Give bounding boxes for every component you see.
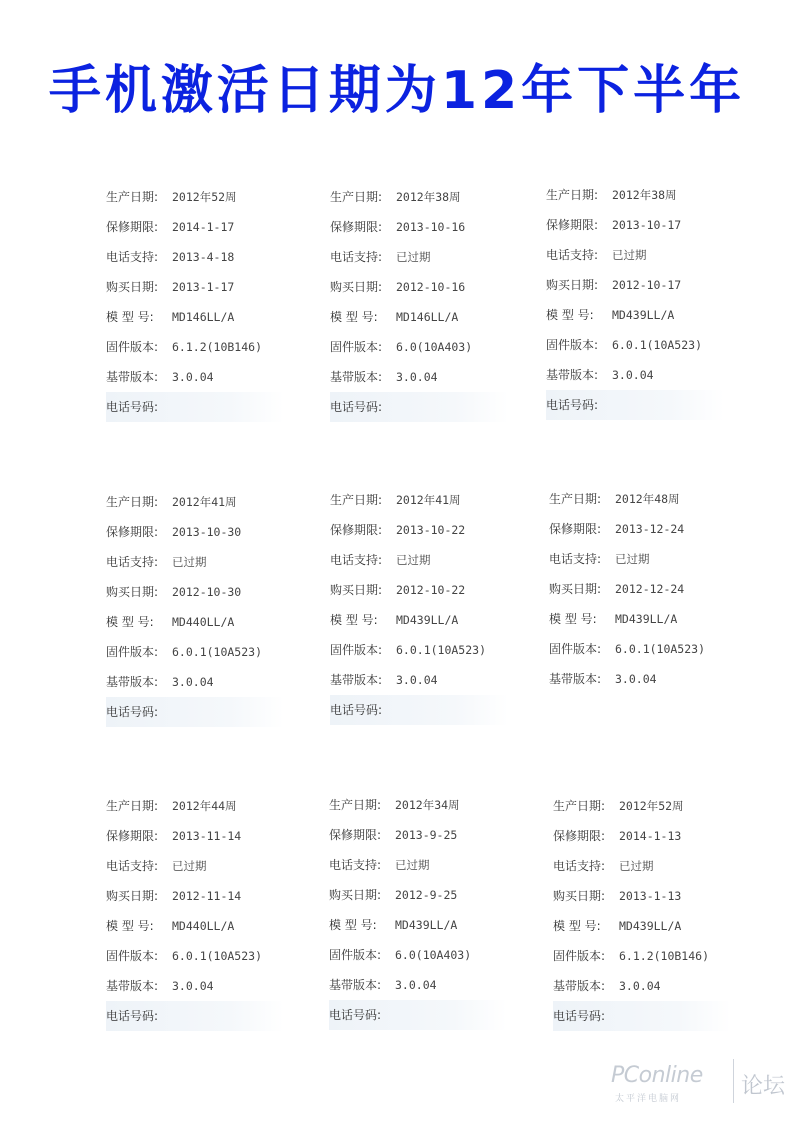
phone-support-row (106, 851, 284, 881)
purchase-row (106, 881, 284, 911)
warranty-row (549, 514, 727, 544)
device-card (106, 791, 284, 1031)
phone-number-label: 电话号码: (329, 1008, 382, 1022)
pconline-subtitle: 太平洋电脑网 (615, 1094, 682, 1104)
purchase-value: 2012-10-22 (396, 583, 466, 597)
warranty-row (553, 821, 731, 851)
phone-number-label: 电话号码: (546, 398, 599, 412)
baseband-row (330, 362, 508, 392)
baseband-row (546, 360, 724, 390)
model-row (330, 605, 508, 635)
model-value: MD439LL/A (615, 612, 678, 626)
purchase-row (329, 880, 507, 910)
warranty-row (106, 517, 284, 547)
warranty-row (106, 212, 284, 242)
production-value: 2012年48周 (615, 492, 680, 506)
firmware-label: 固件版本: (106, 645, 159, 659)
firmware-value: 6.0(10A403) (396, 340, 473, 354)
purchase-row (549, 574, 727, 604)
baseband-value: 3.0.04 (172, 675, 214, 689)
firmware-label: 固件版本: (106, 949, 159, 963)
model-row (329, 910, 507, 940)
purchase-label: 购买日期: (330, 280, 383, 294)
firmware-row (549, 634, 727, 664)
phone-support-row (330, 545, 508, 575)
model-value: MD439LL/A (612, 308, 675, 322)
model-row (553, 911, 731, 941)
phone-support-label: 电话支持: (330, 250, 383, 264)
warranty-value: 2013-10-22 (396, 523, 466, 537)
warranty-value: 2013-10-17 (612, 218, 682, 232)
model-row (330, 302, 508, 332)
warranty-value: 2013-11-14 (172, 829, 242, 843)
production-value: 2012年41周 (172, 495, 237, 509)
warranty-value: 2013-9-25 (395, 828, 458, 842)
device-card (106, 487, 284, 727)
production-value: 2012年52周 (619, 799, 684, 813)
firmware-label: 固件版本: (553, 949, 606, 963)
firmware-row (106, 332, 284, 362)
warranty-label: 保修期限: (329, 828, 382, 842)
model-value: MD146LL/A (396, 310, 459, 324)
watermark-divider (733, 1059, 734, 1103)
baseband-label: 基带版本: (106, 979, 159, 993)
baseband-value: 3.0.04 (395, 978, 437, 992)
phone-number-label: 电话号码: (106, 400, 159, 414)
baseband-row (330, 665, 508, 695)
purchase-value: 2012-10-16 (396, 280, 466, 294)
model-value: MD439LL/A (396, 613, 459, 627)
phone-number-label: 电话号码: (330, 703, 383, 717)
production-row (330, 485, 508, 515)
firmware-row (553, 941, 731, 971)
phone-support-label: 电话支持: (546, 248, 599, 262)
device-card (329, 790, 507, 1030)
warranty-label: 保修期限: (106, 829, 159, 843)
baseband-value: 3.0.04 (172, 370, 214, 384)
warranty-label: 保修期限: (549, 522, 602, 536)
baseband-label: 基带版本: (330, 673, 383, 687)
baseband-value: 3.0.04 (619, 979, 661, 993)
production-label: 生产日期: (546, 188, 599, 202)
production-row (106, 487, 284, 517)
firmware-label: 固件版本: (106, 340, 159, 354)
warranty-row (329, 820, 507, 850)
baseband-value: 3.0.04 (615, 672, 657, 686)
firmware-row (546, 330, 724, 360)
baseband-value: 3.0.04 (612, 368, 654, 382)
phone-support-value: 已过期 (396, 553, 431, 567)
phone-support-row (553, 851, 731, 881)
production-value: 2012年52周 (172, 190, 237, 204)
phone-support-value: 已过期 (619, 859, 654, 873)
forum-label: 论坛 (741, 1074, 786, 1099)
firmware-value: 6.0(10A403) (395, 948, 472, 962)
purchase-label: 购买日期: (330, 583, 383, 597)
baseband-row (329, 970, 507, 1000)
baseband-label: 基带版本: (106, 675, 159, 689)
firmware-row (106, 941, 284, 971)
production-label: 生产日期: (106, 495, 159, 509)
production-label: 生产日期: (106, 799, 159, 813)
warranty-label: 保修期限: (553, 829, 606, 843)
phone-number-row (106, 697, 284, 727)
phone-support-label: 电话支持: (106, 250, 159, 264)
phone-support-value: 已过期 (172, 555, 207, 569)
purchase-row (546, 270, 724, 300)
warranty-row (330, 515, 508, 545)
purchase-label: 购买日期: (106, 889, 159, 903)
baseband-label: 基带版本: (329, 978, 382, 992)
phone-support-label: 电话支持: (553, 859, 606, 873)
baseband-row (106, 971, 284, 1001)
production-value: 2012年34周 (395, 798, 460, 812)
production-row (329, 790, 507, 820)
firmware-row (329, 940, 507, 970)
warranty-row (330, 212, 508, 242)
firmware-label: 固件版本: (329, 948, 382, 962)
baseband-row (106, 362, 284, 392)
device-card (106, 182, 284, 422)
baseband-row (106, 667, 284, 697)
model-label: 模 型 号: (553, 919, 601, 933)
phone-support-label: 电话支持: (106, 555, 159, 569)
phone-support-row (546, 240, 724, 270)
firmware-row (106, 637, 284, 667)
firmware-row (330, 635, 508, 665)
phone-support-label: 电话支持: (330, 553, 383, 567)
phone-support-row (330, 242, 508, 272)
production-value: 2012年44周 (172, 799, 237, 813)
phone-support-value: 已过期 (612, 248, 647, 262)
phone-support-value: 已过期 (395, 858, 430, 872)
phone-number-label: 电话号码: (106, 705, 159, 719)
purchase-row (330, 272, 508, 302)
firmware-value: 6.1.2(10B146) (619, 949, 710, 963)
model-row (549, 604, 727, 634)
production-row (549, 484, 727, 514)
device-card (549, 484, 727, 694)
purchase-label: 购买日期: (549, 582, 602, 596)
warranty-value: 2014-1-17 (172, 220, 235, 234)
phone-support-value: 已过期 (615, 552, 650, 566)
firmware-row (330, 332, 508, 362)
firmware-label: 固件版本: (549, 642, 602, 656)
model-value: MD146LL/A (172, 310, 235, 324)
production-row (546, 180, 724, 210)
phone-support-value: 已过期 (396, 250, 431, 264)
model-value: MD439LL/A (395, 918, 458, 932)
purchase-value: 2012-9-25 (395, 888, 458, 902)
baseband-label: 基带版本: (106, 370, 159, 384)
baseband-value: 3.0.04 (396, 673, 438, 687)
model-value: MD440LL/A (172, 615, 235, 629)
model-label: 模 型 号: (330, 310, 378, 324)
purchase-value: 2013-1-13 (619, 889, 682, 903)
purchase-label: 购买日期: (106, 280, 159, 294)
model-label: 模 型 号: (329, 918, 377, 932)
warranty-label: 保修期限: (106, 220, 159, 234)
purchase-row (106, 577, 284, 607)
baseband-label: 基带版本: (549, 672, 602, 686)
production-label: 生产日期: (553, 799, 606, 813)
phone-number-row (106, 392, 284, 422)
model-row (106, 302, 284, 332)
model-value: MD440LL/A (172, 919, 235, 933)
firmware-value: 6.0.1(10A523) (612, 338, 703, 352)
phone-number-row (330, 392, 508, 422)
model-label: 模 型 号: (546, 308, 594, 322)
production-label: 生产日期: (330, 493, 383, 507)
pconline-logo: PConline (611, 1063, 703, 1088)
production-row (330, 182, 508, 212)
purchase-value: 2012-10-30 (172, 585, 242, 599)
phone-number-row (329, 1000, 507, 1030)
phone-number-row (330, 695, 508, 725)
model-label: 模 型 号: (106, 310, 154, 324)
page-title: 手机激活日期为12年下半年 (48, 61, 746, 121)
production-label: 生产日期: (329, 798, 382, 812)
production-label: 生产日期: (549, 492, 602, 506)
model-row (106, 911, 284, 941)
warranty-label: 保修期限: (106, 525, 159, 539)
phone-support-row (106, 547, 284, 577)
production-row (106, 182, 284, 212)
phone-support-label: 电话支持: (106, 859, 159, 873)
firmware-label: 固件版本: (330, 340, 383, 354)
phone-number-row (546, 390, 724, 420)
phone-support-row (329, 850, 507, 880)
production-value: 2012年38周 (396, 190, 461, 204)
firmware-value: 6.0.1(10A523) (172, 645, 263, 659)
firmware-label: 固件版本: (330, 643, 383, 657)
baseband-value: 3.0.04 (172, 979, 214, 993)
firmware-value: 6.1.2(10B146) (172, 340, 263, 354)
model-row (546, 300, 724, 330)
warranty-value: 2013-10-16 (396, 220, 466, 234)
purchase-row (553, 881, 731, 911)
baseband-label: 基带版本: (553, 979, 606, 993)
firmware-value: 6.0.1(10A523) (396, 643, 487, 657)
baseband-label: 基带版本: (546, 368, 599, 382)
purchase-value: 2012-12-24 (615, 582, 685, 596)
device-card (330, 485, 508, 725)
baseband-row (553, 971, 731, 1001)
warranty-label: 保修期限: (546, 218, 599, 232)
phone-number-row (553, 1001, 731, 1031)
warranty-row (546, 210, 724, 240)
phone-support-label: 电话支持: (329, 858, 382, 872)
purchase-label: 购买日期: (106, 585, 159, 599)
warranty-value: 2013-10-30 (172, 525, 242, 539)
purchase-value: 2012-11-14 (172, 889, 242, 903)
baseband-value: 3.0.04 (396, 370, 438, 384)
purchase-label: 购买日期: (546, 278, 599, 292)
warranty-label: 保修期限: (330, 523, 383, 537)
phone-number-label: 电话号码: (106, 1009, 159, 1023)
baseband-label: 基带版本: (330, 370, 383, 384)
model-label: 模 型 号: (549, 612, 597, 626)
model-row (106, 607, 284, 637)
firmware-value: 6.0.1(10A523) (172, 949, 263, 963)
purchase-value: 2012-10-17 (612, 278, 682, 292)
production-value: 2012年38周 (612, 188, 677, 202)
device-card (553, 791, 731, 1031)
phone-support-value: 2013-4-18 (172, 250, 235, 264)
purchase-row (106, 272, 284, 302)
purchase-label: 购买日期: (553, 889, 606, 903)
production-value: 2012年41周 (396, 493, 461, 507)
warranty-label: 保修期限: (330, 220, 383, 234)
baseband-row (549, 664, 727, 694)
phone-support-row (549, 544, 727, 574)
production-label: 生产日期: (330, 190, 383, 204)
model-label: 模 型 号: (106, 615, 154, 629)
purchase-row (330, 575, 508, 605)
phone-number-row (106, 1001, 284, 1031)
phone-number-label: 电话号码: (553, 1009, 606, 1023)
model-label: 模 型 号: (330, 613, 378, 627)
phone-support-row (106, 242, 284, 272)
production-row (553, 791, 731, 821)
firmware-label: 固件版本: (546, 338, 599, 352)
purchase-label: 购买日期: (329, 888, 382, 902)
phone-support-value: 已过期 (172, 859, 207, 873)
phone-support-label: 电话支持: (549, 552, 602, 566)
phone-number-label: 电话号码: (330, 400, 383, 414)
warranty-value: 2013-12-24 (615, 522, 685, 536)
device-card (546, 180, 724, 420)
pconline-watermark (611, 1057, 786, 1109)
firmware-value: 6.0.1(10A523) (615, 642, 706, 656)
warranty-value: 2014-1-13 (619, 829, 682, 843)
production-row (106, 791, 284, 821)
production-label: 生产日期: (106, 190, 159, 204)
warranty-row (106, 821, 284, 851)
model-label: 模 型 号: (106, 919, 154, 933)
device-card (330, 182, 508, 422)
model-value: MD439LL/A (619, 919, 682, 933)
purchase-value: 2013-1-17 (172, 280, 235, 294)
